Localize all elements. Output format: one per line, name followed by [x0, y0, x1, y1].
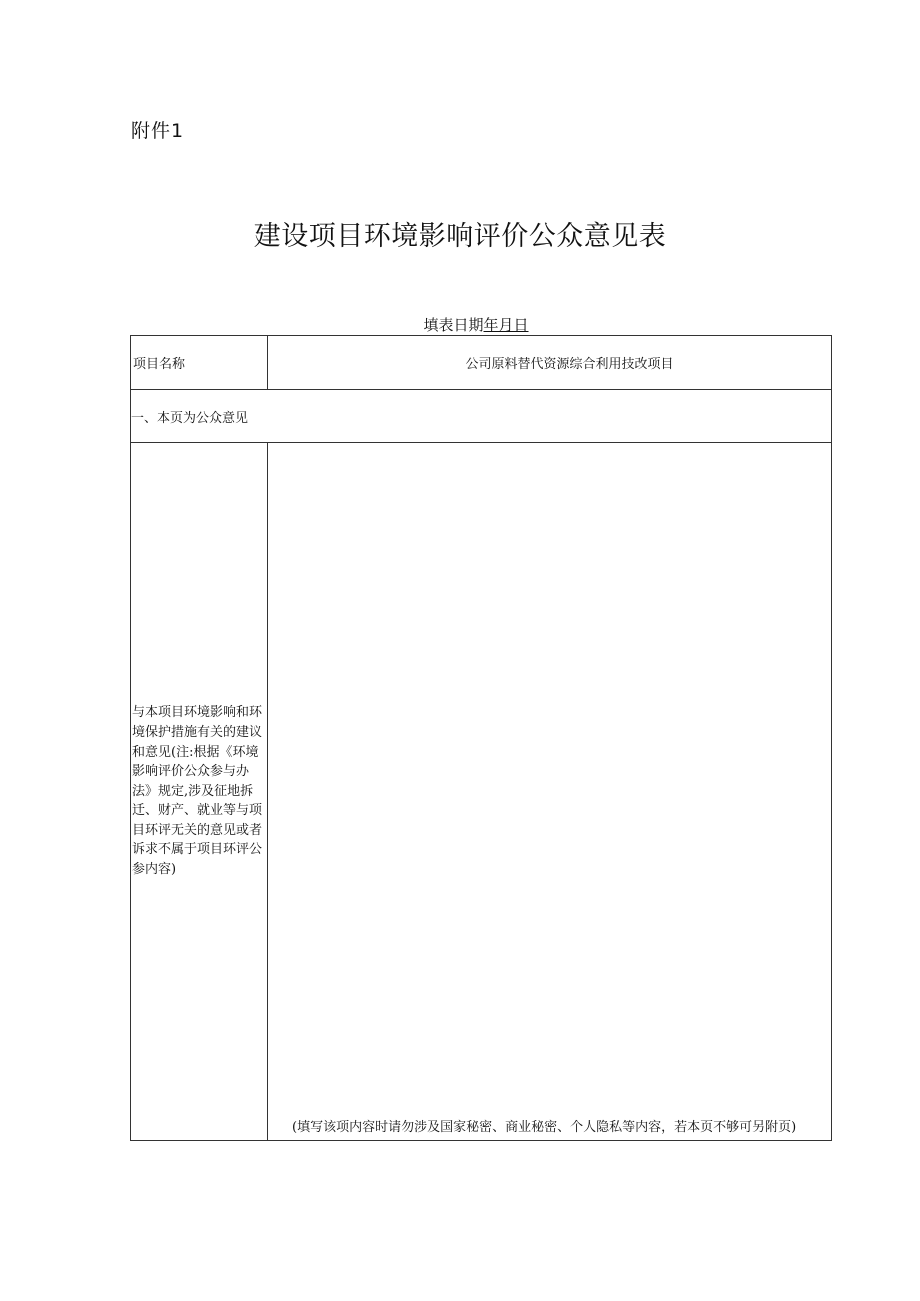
opinion-input-area[interactable] — [268, 443, 832, 1141]
opinion-note: (填写该项内容时请勿涉及国家秘密、商业秘密、个人隐私等内容，若本页不够可另附页) — [292, 1120, 797, 1135]
attachment-label: 附件1 — [131, 120, 185, 142]
opinion-row — [131, 443, 832, 1141]
fill-date — [0, 314, 920, 335]
project-name-label: 项目名称 — [131, 336, 268, 390]
opinion-label: 与本项目环境影响和环境保护措施有关的建议和意见(注:根据《环境影响评价公众参与办法》规定,涉及征地拆迁、财产、就业等与项目环评无关的意见或者诉求不属于项目环评公参内容) — [131, 443, 268, 1141]
project-name-value: 公司原料替代资源综合利用技改项目 — [268, 336, 832, 390]
public-opinion-form — [130, 335, 832, 1141]
fill-date-ymd[interactable]: 年月日 — [483, 316, 529, 334]
page-title: 建设项目环境影响评价公众意见表 — [253, 221, 667, 252]
project-name-row — [131, 336, 832, 390]
section-row — [131, 390, 832, 443]
section-title: 一、本页为公众意见 — [131, 390, 832, 443]
fill-date-label: 填表日期 — [423, 316, 484, 334]
